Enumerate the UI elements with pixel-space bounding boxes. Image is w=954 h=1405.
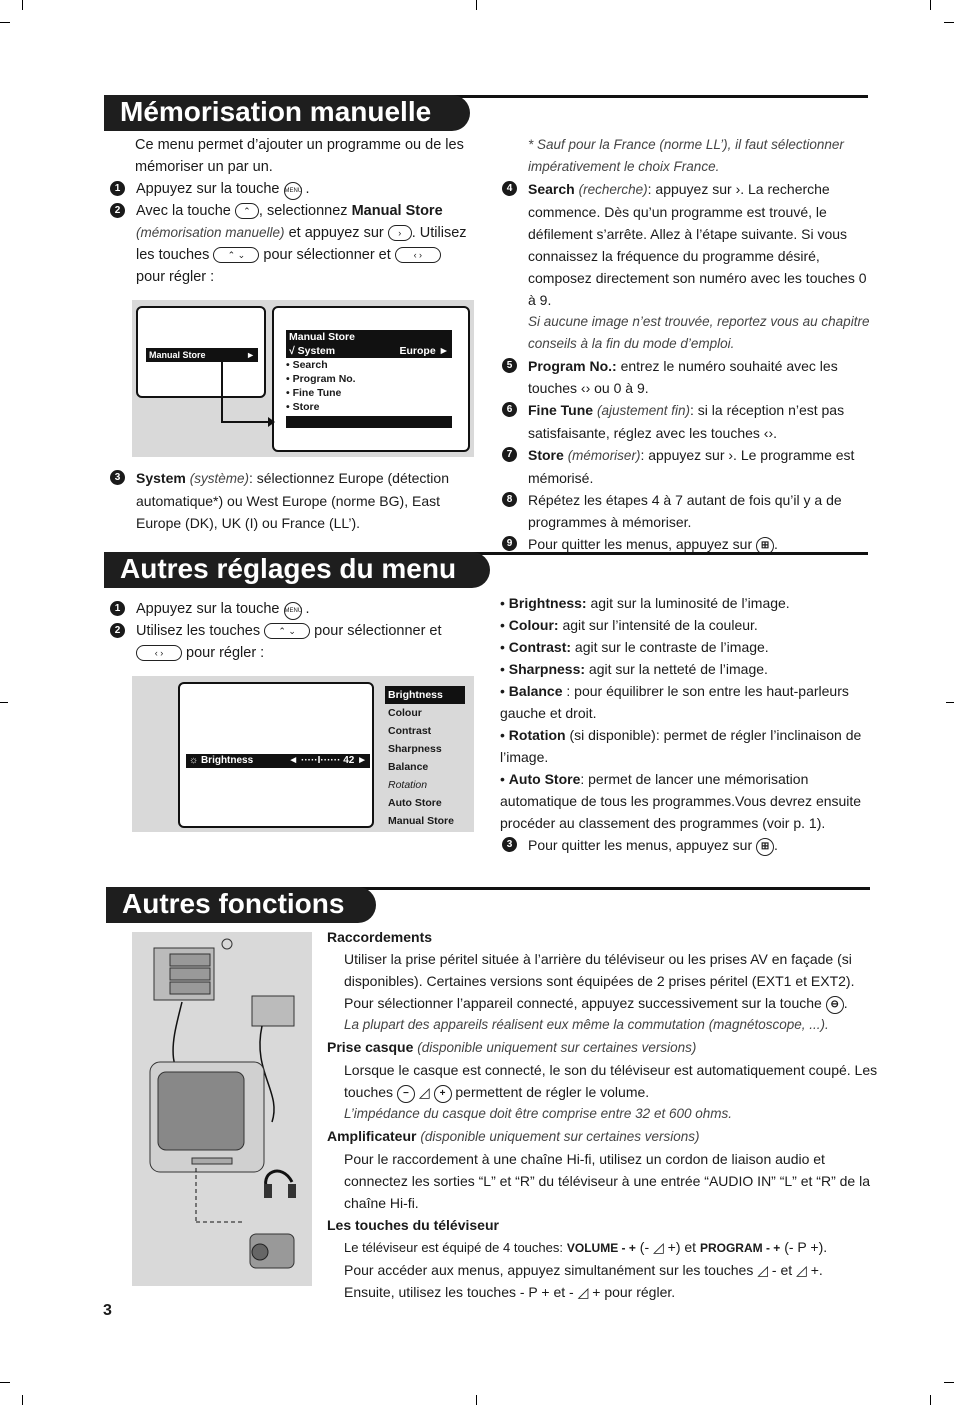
osd-left-label: Manual Store <box>149 350 206 360</box>
volume-icon: ◿ <box>757 1262 769 1278</box>
bullet-rotation: • Rotation (si disponible): permet de régler l’inclinaison de l’image. <box>500 727 862 765</box>
headphone-availability: (disponible uniquement sur certaines versions) <box>417 1040 697 1055</box>
menu-item-rotation: Rotation <box>388 779 428 791</box>
sun-icon: ☼ <box>189 755 199 766</box>
connector-arrow <box>132 300 474 457</box>
search-label: Search <box>528 181 575 197</box>
step-number-1: 1 <box>110 181 125 196</box>
step-2-text-d: . Utilisez les touches <box>136 225 467 263</box>
crop-mark <box>930 0 931 10</box>
crop-mark <box>944 22 954 23</box>
tv-keys-paragraph: Le téléviseur est équipé de 4 touches: VOLUME - + (- ◿ +) et PROGRAM - + (- P +). Pour accéder aux menus, appuyez simultanément sur les touches ◿ - et ◿ +. Ensuite, utilisez les touches - P + et - ◿ + pour régler. <box>344 1239 828 1300</box>
step-7-text: : appuyez sur ›. Le programme est mémorisé. <box>528 447 855 486</box>
store-label: Store <box>528 447 564 463</box>
step-number-7: 7 <box>502 447 517 462</box>
osd-brightness-panel <box>132 676 474 832</box>
osd-item-program-no: • Program No. <box>286 373 356 385</box>
osd-illustration-panel <box>132 300 474 457</box>
step-2-text-e: pour sélectionner et <box>263 247 391 263</box>
amplifier-heading: Amplificateur <box>327 1128 417 1144</box>
step-3-text: : sélectionnez Europe (détection automatique*) ou West Europe (norme BG), East Europe (DK), UK (I) ou France (LL’). <box>136 470 449 531</box>
intro-text: Ce menu permet d’ajouter un programme ou de les mémoriser un par un. <box>135 137 464 175</box>
system-label: System <box>136 470 186 486</box>
menu-item-colour: Colour <box>388 707 422 719</box>
menu-settings-left-column: 1 Appuyez sur la touche MENU . 2 Utilisez les touches ⌃ ⌄ pour sélectionner et ‹ › pour régler : <box>108 598 478 664</box>
step-2-text-b: , selectionnez <box>258 203 348 219</box>
menu-item-brightness: Brightness <box>385 686 465 704</box>
menu-settings-bullets <box>500 592 876 856</box>
step-number-6: 6 <box>502 402 517 417</box>
connection-illustration <box>132 932 312 1286</box>
step-9-text: Pour quitter les menus, appuyez sur <box>528 536 753 552</box>
right-key-icon: › <box>388 225 412 241</box>
arrow-right-icon: ► <box>246 350 255 360</box>
bullet-sharpness: • Sharpness: agit sur la netteté de l’image. <box>500 661 768 677</box>
section-title: Mémorisation manuelle <box>104 95 470 131</box>
connections-heading: Raccordements <box>327 929 433 945</box>
osd-item-search: • Search <box>286 359 328 371</box>
menu-item-auto-store: Auto Store <box>388 797 442 809</box>
other-functions-text <box>327 926 883 1303</box>
step-4-text: : appuyez sur ›. La recherche commence. Dès qu’un programme est trouvé, le défilement s’arrête. Allez à l’étape suivante. Si vous connaissez la fréquence du programme désiré, composez directement son numéro avec les touches 0 à 9. <box>528 181 867 308</box>
step-2-text-c: et appuyez sur <box>288 225 384 241</box>
step-2-italic: (mémorisation manuelle) <box>136 225 285 240</box>
step-number-5: 5 <box>502 358 517 373</box>
source-key-icon: ⊖ <box>826 996 844 1014</box>
minus-key-icon: − <box>397 1085 415 1103</box>
step-8-text: Répétez les étapes 4 à 7 autant de fois qu’il y a de programmes à mémoriser. <box>528 492 842 530</box>
volume-icon: ◿ <box>577 1284 589 1300</box>
step-3 <box>108 467 478 534</box>
crop-mark <box>476 1395 477 1405</box>
step-number-3: 3 <box>502 837 517 852</box>
bullet-contrast: • Contrast: agit sur le contraste de l’image. <box>500 639 769 655</box>
bullet-brightness: • Brightness: agit sur la luminosité de l’image. <box>500 595 790 611</box>
step-3: 3 Pour quitter les menus, appuyez sur ⊞ . <box>500 834 876 856</box>
crop-mark <box>0 702 8 703</box>
osd-menu-title: Manual Store <box>286 330 452 344</box>
step-1: 1 Appuyez sur la touche MENU . <box>108 178 478 200</box>
osd-brightness-label: Brightness <box>200 755 254 766</box>
up-down-keys-icon: ⌃ ⌄ <box>213 247 259 263</box>
menu-key-icon: MENU <box>284 182 302 200</box>
system-italic: (système) <box>189 471 249 486</box>
store-italic: (mémoriser) <box>567 448 641 463</box>
fine-tune-italic: (ajustement fin) <box>596 403 691 418</box>
osd-scale: ·····I······ <box>300 755 341 766</box>
step-2-text-f: pour régler : <box>136 269 215 285</box>
headphone-heading: Prise casque <box>327 1039 414 1055</box>
tv-keys-heading: Les touches du téléviseur <box>327 1217 499 1233</box>
crop-mark <box>22 0 23 10</box>
manual-store-right-column: * Sauf pour la France (norme LL’), il faut sélectionner impérativement le choix France. 4 Search (recherche): appuyez sur ›. La recherche commence. Dès qu’un programme est trouvé, le défilement s’arrête. Allez à l’étape suivante. Si vous connaissez la fréquence du programme désiré, composez directement son numéro avec les touches 0 à 9. Si aucune image n’est trouvée, reportez vous au chapitre conseils à la fin du mode d’emploi. 5 Program No.: entrez le numéro souhaité avec les touches ‹› ou 0 à 9. 6 Fine Tune (ajustement fin): si la réception n’est pas satisfaisante, réglez avec les touches ‹›. 7 Store (mémoriser): appuyez sur ›. Le programme est mémorisé. 8 Répétez les étapes 4 à 7 autant de fois qu’il y a de programmes à mémoriser. 9 Pour quitter les menus, appuyez sur ⊞ . <box>500 134 878 555</box>
connection-diagram <box>132 932 312 1286</box>
connections-paragraph: Utiliser la prise péritel située à l’arrière du téléviseur ou les prises AV en façade (si disponibles). Certaines versions sont équipées de 2 prises péritel (EXT1 et EXT2). Pour sélectionner l’appareil connecté, appuyez successivement sur la touche ⊖ . <box>327 948 883 1014</box>
osd-system-value: Europe ► <box>399 345 449 357</box>
osd-item-store: • Store <box>286 401 320 413</box>
crop-mark <box>0 1382 10 1383</box>
exit-key-icon: ⊞ <box>756 537 774 555</box>
step-number-1: 1 <box>110 601 125 616</box>
bullet-balance: • Balance : pour équilibrer le son entre les haut-parleurs gauche et droit. <box>500 683 849 721</box>
bullet-auto-store: • Auto Store: permet de lancer une mémorisation automatique de tous les programmes.Vous devrez ensuite procéder au classement des programmes (voir p. 1). <box>500 771 862 831</box>
manual-store-label: Manual Store <box>351 203 443 219</box>
connections-note: La plupart des appareils réalisent eux même la commutation (magnétoscope, ...). <box>344 1017 829 1032</box>
step-number-2: 2 <box>110 203 125 218</box>
section-title: Autres réglages du menu <box>104 552 490 588</box>
headphone-paragraph: Lorsque le casque est connecté, le son du téléviseur est automatiquement coupé. Les touches − ◿ + permettent de régler le volume. <box>327 1059 883 1103</box>
page-number: 3 <box>103 1302 112 1319</box>
menu-item-balance: Balance <box>388 761 429 773</box>
up-down-keys-icon: ⌃ ⌄ <box>264 623 310 639</box>
step-4-note: Si aucune image n’est trouvée, reportez vous au chapitre conseils à la fin du mode d’emploi. <box>528 314 870 351</box>
tv-screen <box>178 682 374 828</box>
osd-slider: ◄ ·····I······ 42 ► <box>288 755 367 766</box>
step-number-2: 2 <box>110 623 125 638</box>
up-key-icon: ⌃ <box>235 203 259 219</box>
menu-key-icon: MENU <box>284 602 302 620</box>
volume-icon: ◿ <box>653 1239 664 1255</box>
search-italic: (recherche) <box>578 182 648 197</box>
step-5-text: entrez le numéro souhaité avec les touches ‹› ou 0 à 9. <box>528 358 838 396</box>
step-1-text: Appuyez sur la touche <box>136 601 280 617</box>
left-right-keys-icon: ‹ › <box>395 247 441 263</box>
step-6-text: : si la réception n’est pas satisfaisante, réglez avec les touches ‹›. <box>528 402 845 441</box>
program-no-label: Program No.: <box>528 358 617 374</box>
crop-mark <box>0 22 10 23</box>
crop-mark <box>930 1395 931 1405</box>
menu-item-contrast: Contrast <box>388 725 432 737</box>
menu-item-manual-store: Manual Store <box>388 815 454 827</box>
footnote: * Sauf pour la France (norme LL’), il faut sélectionner impérativement le choix France. <box>528 137 844 174</box>
step-1-text: Appuyez sur la touche <box>136 181 280 197</box>
crop-mark <box>944 1382 954 1383</box>
step-2-text-b: pour sélectionner et <box>314 623 442 639</box>
amplifier-availability: (disponible uniquement sur certaines versions) <box>420 1129 700 1144</box>
step-2-text-a: Utilisez les touches <box>136 623 261 639</box>
fine-tune-label: Fine Tune <box>528 402 594 418</box>
step-number-9: 9 <box>502 536 517 551</box>
osd-item-fine-tune: • Fine Tune <box>286 387 342 399</box>
crop-mark <box>22 1395 23 1405</box>
plus-key-icon: + <box>434 1085 452 1103</box>
crop-mark <box>946 702 954 703</box>
step-number-3: 3 <box>110 470 125 485</box>
left-right-keys-icon: ‹ › <box>136 645 182 661</box>
headphone-note: L’impédance du casque doit être comprise entre 32 et 600 ohms. <box>344 1106 732 1121</box>
step-number-4: 4 <box>502 181 517 196</box>
volume-icon: ◿ <box>418 1084 430 1100</box>
osd-value: 42 <box>343 755 355 766</box>
menu-item-sharpness: Sharpness <box>388 743 442 755</box>
osd-system-label: √ System <box>289 345 336 357</box>
step-number-8: 8 <box>502 492 517 507</box>
amplifier-paragraph: Pour le raccordement à une chaîne Hi-fi, utilisez un cordon de liaison audio et connectez les sorties “L” et “R” du téléviseur à une entrée “AUDIO IN” “L” et “R” de la chaîne Hi-fi. <box>344 1151 870 1211</box>
crop-mark <box>476 0 477 10</box>
step-2-text-a: Avec la touche <box>136 203 231 219</box>
osd-brightness-bar <box>186 754 370 768</box>
section-title: Autres fonctions <box>106 887 376 923</box>
volume-icon: ◿ <box>796 1262 807 1278</box>
manual-store-left-column <box>108 134 478 288</box>
step-2 <box>108 200 478 288</box>
step-2-text-c: pour régler : <box>186 645 265 661</box>
exit-key-icon: ⊞ <box>756 838 774 856</box>
bullet-colour: • Colour: agit sur l’intensité de la couleur. <box>500 617 758 633</box>
step-3-text: Pour quitter les menus, appuyez sur <box>528 837 753 853</box>
osd-menu-list <box>385 686 465 830</box>
